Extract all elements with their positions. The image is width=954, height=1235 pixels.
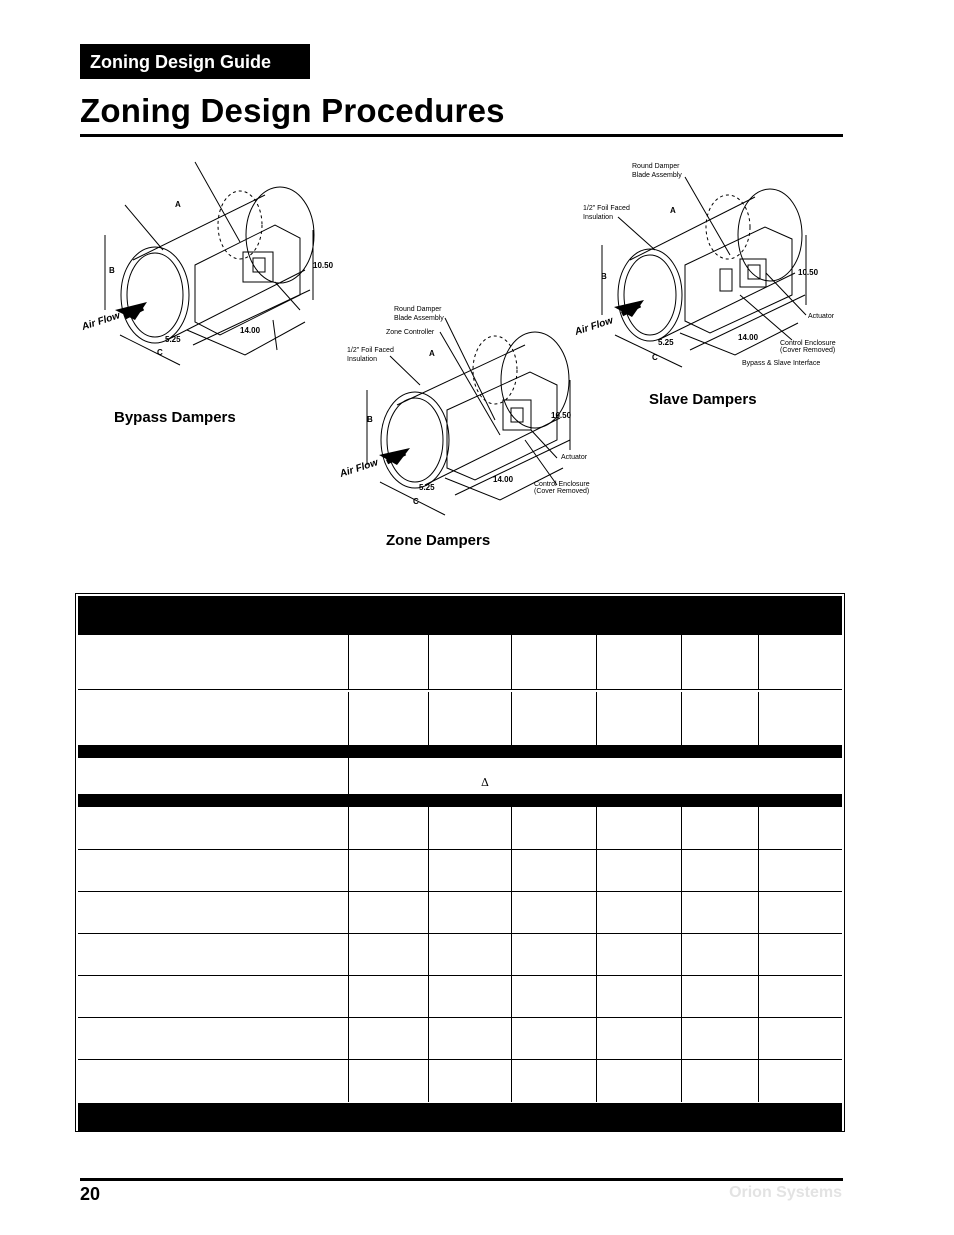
table-cell: [428, 1060, 429, 1102]
table-cell: [511, 850, 512, 891]
slave-damper-figure: [570, 155, 850, 385]
table-cell: [348, 934, 349, 975]
table-cell: [681, 850, 682, 891]
table-cell: [428, 934, 429, 975]
table-cell: [428, 1018, 429, 1059]
table-row: [78, 692, 842, 746]
dim-offset-label: 5.25: [419, 483, 435, 492]
table-cell: [596, 1060, 597, 1102]
zone-damper-figure: [335, 300, 605, 528]
table-cell: [758, 892, 759, 933]
table-cell: [681, 934, 682, 975]
table-cell: [681, 807, 682, 849]
table-cell: [511, 1060, 512, 1102]
dim-a-label: A: [175, 200, 181, 209]
dim-c-label: C: [413, 497, 419, 506]
zone-damper-drawing: [335, 300, 605, 528]
damper-spec-table: [75, 593, 845, 1132]
table-row: [78, 1018, 842, 1060]
bypass-dampers-caption: Bypass Dampers: [114, 409, 236, 426]
interface-label: Bypass & Slave Interface: [742, 360, 821, 367]
table-cell: [348, 1060, 349, 1102]
blade-assembly-label: Round Damper: [632, 163, 680, 170]
insulation-label-line2: Insulation: [583, 214, 613, 221]
table-grid: [78, 596, 842, 1129]
dim-length-label: 14.00: [240, 326, 261, 335]
table-cell: [428, 892, 429, 933]
table-cell: [758, 976, 759, 1017]
table-cell: [681, 1018, 682, 1059]
table-cell: [511, 976, 512, 1017]
dim-a-label: A: [670, 206, 676, 215]
control-enclosure-label-line2: (Cover Removed): [780, 347, 836, 354]
blade-assembly-label-line2: Blade Assembly: [632, 172, 682, 179]
table-cell: [596, 807, 597, 849]
dim-height-label: 10.50: [551, 411, 572, 420]
table-header-bar: [78, 596, 842, 635]
table-cell: [511, 692, 512, 745]
table-cell: [596, 934, 597, 975]
table-cell: [758, 934, 759, 975]
page-title: Zoning Design Procedures: [80, 92, 505, 129]
pressure-drop-symbol: Δ: [481, 776, 489, 789]
page-number: 20: [80, 1184, 101, 1204]
table-cell: [758, 692, 759, 745]
dim-c-label: C: [157, 348, 163, 357]
dim-b-label: B: [109, 266, 115, 275]
table-cell: [348, 758, 349, 794]
dim-b-label: B: [601, 272, 607, 281]
brand-name: Orion Systems: [729, 1184, 842, 1201]
dim-height-label: 10.50: [798, 268, 819, 277]
actuator-label: Actuator: [808, 313, 835, 320]
table-cell: [348, 850, 349, 891]
control-enclosure-label: Control Enclosure: [534, 481, 590, 488]
dim-length-label: 14.00: [493, 475, 514, 484]
table-cell: [428, 807, 429, 849]
zone-controller-label: Zone Controller: [386, 329, 435, 336]
table-row: [78, 892, 842, 934]
control-enclosure-label: Control Enclosure: [780, 340, 836, 347]
table-cell: [681, 635, 682, 689]
table-cell: [758, 635, 759, 689]
table-cell: [681, 976, 682, 1017]
actuator-label: Actuator: [561, 454, 588, 461]
air-flow-label: Air Flow: [573, 315, 615, 338]
blade-assembly-label: Round Damper: [394, 306, 442, 313]
table-cell: [758, 807, 759, 849]
dim-offset-label: 5.25: [165, 335, 181, 344]
table-cell: [596, 850, 597, 891]
table-cell: [758, 1060, 759, 1102]
table-cell: [511, 807, 512, 849]
table-cell: [681, 892, 682, 933]
insulation-label-line2: Insulation: [347, 356, 377, 363]
table-cell: [428, 850, 429, 891]
table-cell: [758, 850, 759, 891]
table-section-bar: [78, 745, 842, 758]
dim-height-label: 10.50: [313, 261, 334, 270]
table-footer-bar: [78, 1103, 842, 1131]
guide-section-badge: Zoning Design Guide: [80, 44, 310, 79]
table-cell: [348, 635, 349, 689]
table-cell: [758, 1018, 759, 1059]
control-enclosure-label-line2: (Cover Removed): [534, 488, 590, 495]
zone-dampers-caption: Zone Dampers: [386, 532, 491, 549]
footer-divider: [80, 1178, 843, 1181]
table-cell: [511, 892, 512, 933]
bypass-damper-figure: [75, 150, 335, 390]
blade-assembly-label-line2: Blade Assembly: [394, 315, 444, 322]
table-row: [78, 934, 842, 976]
bypass-damper-drawing: [75, 150, 335, 390]
table-cell: [511, 635, 512, 689]
table-cell: [596, 892, 597, 933]
dim-length-label: 14.00: [738, 333, 759, 342]
air-flow-label: Air Flow: [80, 310, 122, 333]
table-cell: [681, 692, 682, 745]
slave-damper-drawing: [570, 155, 850, 385]
table-row: [78, 758, 842, 795]
table-cell: [596, 1018, 597, 1059]
table-cell: [348, 976, 349, 1017]
table-row: [78, 1060, 842, 1102]
table-cell: [596, 635, 597, 689]
table-cell: [428, 976, 429, 1017]
title-divider: [80, 134, 843, 137]
table-cell: [348, 692, 349, 745]
table-cell: [596, 692, 597, 745]
table-cell: [348, 807, 349, 849]
table-cell: [511, 1018, 512, 1059]
table-cell: [428, 692, 429, 745]
table-row: [78, 807, 842, 850]
dim-b-label: B: [367, 415, 373, 424]
dim-offset-label: 5.25: [658, 338, 674, 347]
dim-a-label: A: [429, 349, 435, 358]
table-row: [78, 635, 842, 690]
table-cell: [681, 1060, 682, 1102]
slave-dampers-caption: Slave Dampers: [649, 391, 757, 408]
table-cell: [511, 934, 512, 975]
table-cell: [428, 635, 429, 689]
table-row: [78, 976, 842, 1018]
insulation-label: 1/2" Foil Faced: [583, 205, 630, 212]
table-cell: [348, 892, 349, 933]
table-row: [78, 850, 842, 892]
insulation-label: 1/2" Foil Faced: [347, 347, 394, 354]
table-section-bar: [78, 794, 842, 807]
air-flow-label: Air Flow: [338, 457, 380, 480]
dim-c-label: C: [652, 353, 658, 362]
table-cell: [348, 1018, 349, 1059]
table-cell: [596, 976, 597, 1017]
